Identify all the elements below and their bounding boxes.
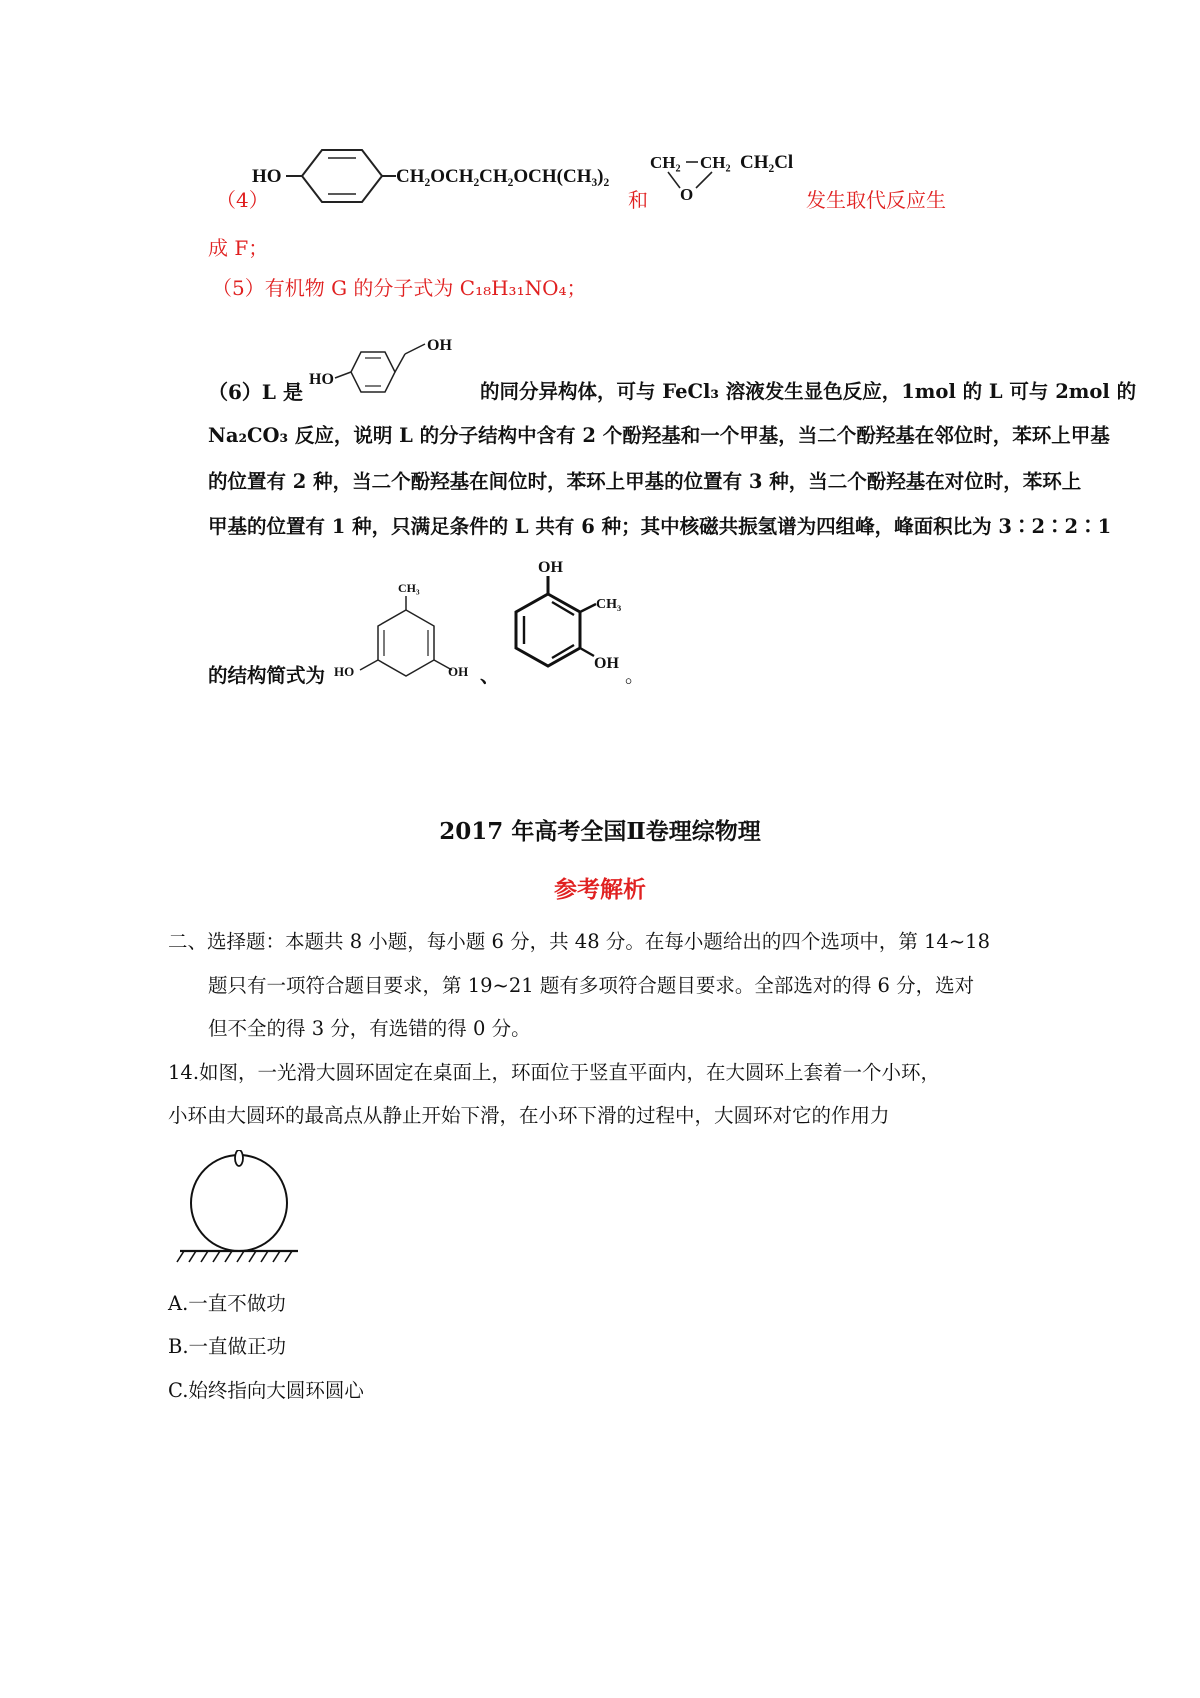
struct-oh-label: OH [427,337,452,354]
benzyl-alcohol-structure [305,322,470,402]
struct-ho-label: HO [309,371,334,388]
molecule-diagram-1 [250,140,630,210]
item6-line2: Na₂CO₃ 反应，说明 L 的分子结构中含有 2 个酚羟基和一个甲基，当二个酚羟基在邻位时，苯环上甲基 [208,424,1110,447]
mol2-left-label: CH₂ [650,153,681,172]
struct-a-ho-label: HO [334,664,355,679]
option-a: A.一直不做功 [168,1292,286,1315]
molecule-diagram-2 [646,140,816,210]
section-line-2: 题只有一项符合题目要求，第 19~21 题有多项符合题目要求。全部选对的得 6 分，选对 [208,974,975,997]
section-line-3: 但不全的得 3 分，有选错的得 0 分。 [208,1017,531,1040]
item4-suffix: 发生取代反应生 [806,188,946,212]
section-line-1: 二、选择题：本题共 8 小题，每小题 6 分，共 48 分。在每小题给出的四个选项中，第 14~18 [168,930,990,953]
option-c: C.始终指向大圆环圆心 [168,1379,364,1402]
page-title: 2017 年高考全国Ⅱ卷理综物理 [439,818,761,845]
page-subtitle: 参考解析 [554,876,646,903]
struct-b-oh-top-label: OH [538,559,563,576]
item6-line3: 的位置有 2 种，当二个酚羟基在间位时，苯环上甲基的位置有 3 种，当二个酚羟基在对位时，苯环上 [208,470,1082,493]
struct-a-ch3-label: CH₃ [398,581,420,595]
mol1-ho-label: HO [252,166,282,187]
methylcatechol-structure [500,552,640,692]
ring-on-table-figure [172,1150,307,1270]
item4-line2: 成 F； [208,236,269,260]
large-ring [191,1155,287,1251]
table-hatching [177,1251,292,1262]
item6-sep: 、 [480,664,500,687]
mol1-chain-label: CH₂OCH₂CH₂OCH(CH₃)₂ [396,166,610,187]
mol2-o-label: O [680,185,694,204]
mol2-right-label: CH₂Cl [740,152,794,173]
struct-b-oh-bottom-label: OH [594,655,619,672]
q14-line-1: 14.如图，一光滑大圆环固定在桌面上，环面位于竖直平面内，在大圆环上套着一个小环， [168,1061,941,1084]
item5-text: （5）有机物 G 的分子式为 C₁₈H₃₁NO₄； [212,276,587,300]
item6-line5-prefix: 的结构简式为 [208,664,326,687]
struct-a-oh-label: OH [448,664,469,679]
small-ring [235,1150,243,1166]
item6-line4: 甲基的位置有 1 种，只满足条件的 L 共有 6 种；其中核磁共振氢谱为四组峰，峰面积比为 3∶2∶2∶1 [208,515,1112,538]
q14-line-2: 小环由大圆环的最高点从静止开始下滑，在小环下滑的过程中，大圆环对它的作用力 [168,1104,890,1127]
mol2-mid-label: CH₂ [700,153,731,172]
item4-and: 和 [628,188,648,212]
item6-prefix: （6）L 是 [208,380,303,404]
item6-line1: 的同分异构体，可与 FeCl₃ 溶液发生显色反应，1mol 的 L 可与 2mol 的 [480,380,1137,403]
option-b: B.一直做正功 [168,1335,287,1358]
item4-prefix: （4） [216,188,269,212]
item6-end: 。 [625,664,645,687]
m-cresol-diol-structure [332,572,482,692]
struct-b-ch3-label: CH₃ [596,597,622,612]
